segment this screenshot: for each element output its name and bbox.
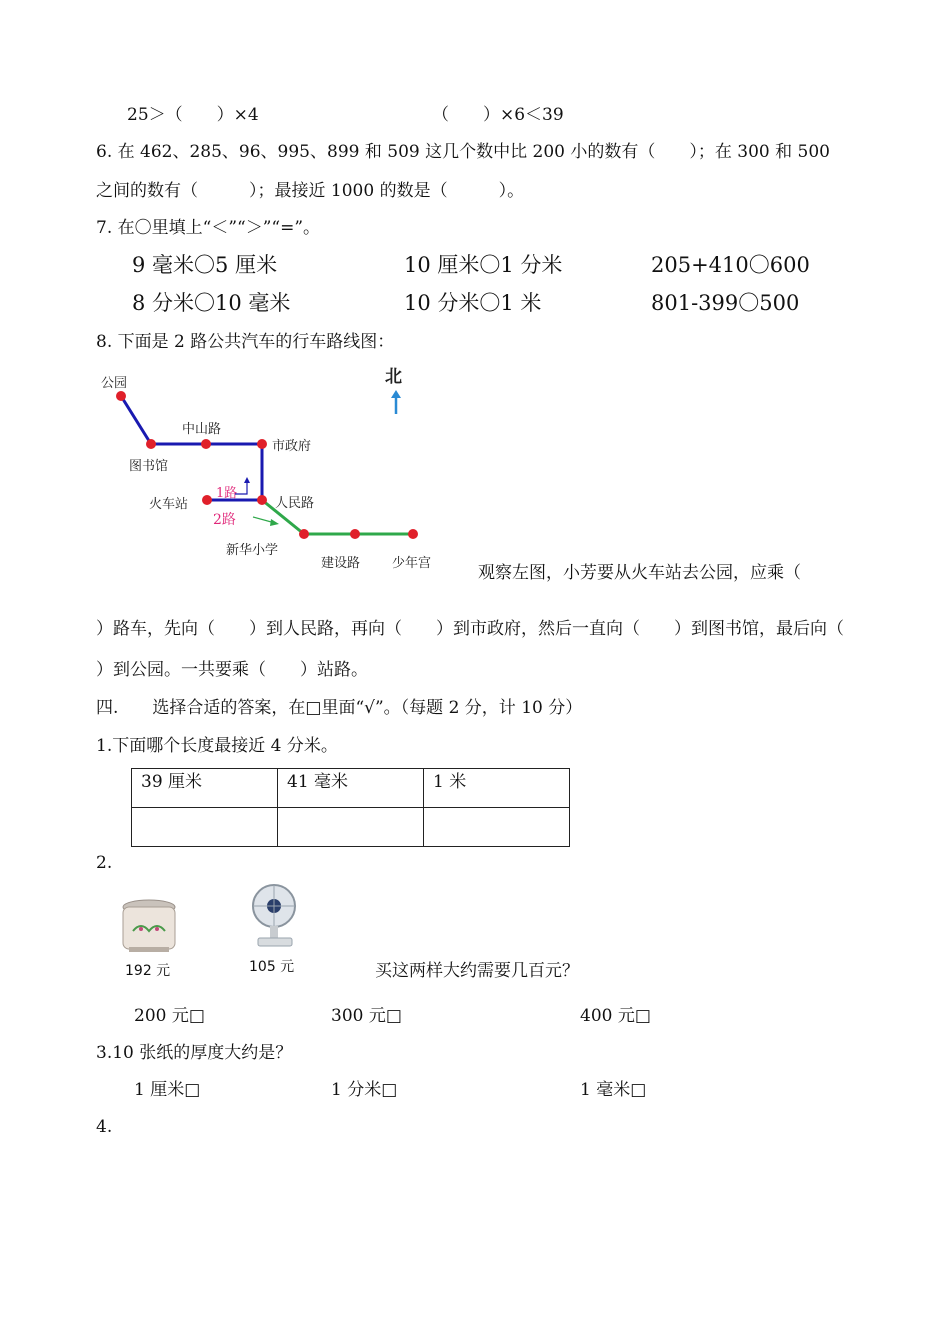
label-shizhengfu: 市政府 xyxy=(272,439,312,454)
route-1-arrowhead xyxy=(244,477,250,483)
stop-renminlu xyxy=(257,495,267,505)
s4-q3-title: 3.10 张纸的厚度大约是？ xyxy=(96,1043,293,1063)
label-xinhuaxiaoxue: 新华小学 xyxy=(226,543,279,558)
q5-right: （ ）×6＜39 xyxy=(432,105,564,125)
q6-line2: 之间的数有（ ）；最接近 1000 的数是（ ）。 xyxy=(96,181,525,201)
label-shaoniangong: 少年宫 xyxy=(392,556,432,571)
length-choice-table xyxy=(131,768,570,847)
s4-q3-option-2[interactable]: 1 分米□ xyxy=(331,1080,398,1100)
table-row xyxy=(132,769,570,808)
table-cell: 1 米 xyxy=(424,769,570,808)
q7-item-3: 205+410〇600 xyxy=(651,253,810,277)
stop-tushuguan xyxy=(146,439,156,449)
label-zhongshanlu: 中山路 xyxy=(182,422,222,437)
q6-line1: 6. 在 462、285、96、995、899 和 509 这几个数中比 200 小的数有（ ）；在 300 和 500 xyxy=(96,142,830,162)
stop-shizhengfu xyxy=(257,439,267,449)
q7-item-1: 9 毫米〇5 厘米 xyxy=(132,253,278,277)
price-rice-cooker: 192 元 xyxy=(125,963,171,979)
q5-left: 25＞（ ）×4 xyxy=(127,105,259,125)
q7-item-5: 10 分米〇1 米 xyxy=(404,291,542,315)
s4-q3-option-1[interactable]: 1 厘米□ xyxy=(134,1080,201,1100)
stop-huochezhan xyxy=(202,495,212,505)
s4-q3-option-3[interactable]: 1 毫米□ xyxy=(580,1080,647,1100)
s4-q2-question: 买这两样大约需要几百元？ xyxy=(375,961,579,981)
section4-title: 四. 选择合适的答案，在□里面“√”。（每题 2 分，计 10 分） xyxy=(96,698,583,718)
q7-item-2: 10 厘米〇1 分米 xyxy=(404,253,563,277)
bus-route-map xyxy=(95,362,455,577)
label-tushuguan: 图书馆 xyxy=(129,459,169,474)
table-row xyxy=(132,808,570,847)
label-renminlu: 人民路 xyxy=(275,496,315,511)
stop-gongyuan xyxy=(116,391,126,401)
label-huochezhan: 火车站 xyxy=(149,497,189,512)
stop-xinhuaxiaoxue xyxy=(299,529,309,539)
s4-q2-option-2[interactable]: 300 元□ xyxy=(331,1006,402,1026)
route-2-label: 2路 xyxy=(213,512,236,528)
q8-line3: ）到公园。一共要乘（ ）站路。 xyxy=(96,660,368,680)
table-cell: 39 厘米 xyxy=(132,769,278,808)
answer-cell[interactable] xyxy=(132,808,278,847)
price-fan: 105 元 xyxy=(249,959,295,975)
s4-q1-title: 1.下面哪个长度最接近 4 分米。 xyxy=(96,736,338,756)
stop-zhongshanlu xyxy=(201,439,211,449)
north-label: 北 xyxy=(385,367,402,387)
answer-cell[interactable] xyxy=(278,808,424,847)
stop-jianshelu xyxy=(350,529,360,539)
s4-q4-num: 4. xyxy=(96,1117,113,1137)
label-gongyuan: 公园 xyxy=(101,376,128,391)
q8-title: 8. 下面是 2 路公共汽车的行车路线图： xyxy=(96,332,395,352)
route-2-arrowhead xyxy=(270,519,279,526)
stop-shaoniangong xyxy=(408,529,418,539)
q7-item-6: 801-399〇500 xyxy=(651,291,800,315)
route-1-label: 1路 xyxy=(216,486,238,501)
s4-q2-num: 2. xyxy=(96,853,113,873)
answer-cell[interactable] xyxy=(424,808,570,847)
label-jianshelu: 建设路 xyxy=(321,556,361,571)
s4-q2-option-1[interactable]: 200 元□ xyxy=(134,1006,205,1026)
s4-q2-option-3[interactable]: 400 元□ xyxy=(580,1006,651,1026)
north-arrow-head xyxy=(391,390,401,398)
rice-cooker-image xyxy=(117,897,181,957)
table-cell: 41 毫米 xyxy=(278,769,424,808)
q7-item-4: 8 分米〇10 毫米 xyxy=(132,291,291,315)
q8-line1: 观察左图，小芳要从火车站去公园，应乘（ xyxy=(478,563,801,583)
q7-title: 7. 在〇里填上“＜”“＞”“=”。 xyxy=(96,218,321,238)
electric-fan-image xyxy=(246,882,306,952)
q8-line2: ）路车，先向（ ）到人民路，再向（ ）到市政府，然后一直向（ ）到图书馆，最后向（ xyxy=(96,619,844,639)
route-1-line xyxy=(121,396,262,500)
